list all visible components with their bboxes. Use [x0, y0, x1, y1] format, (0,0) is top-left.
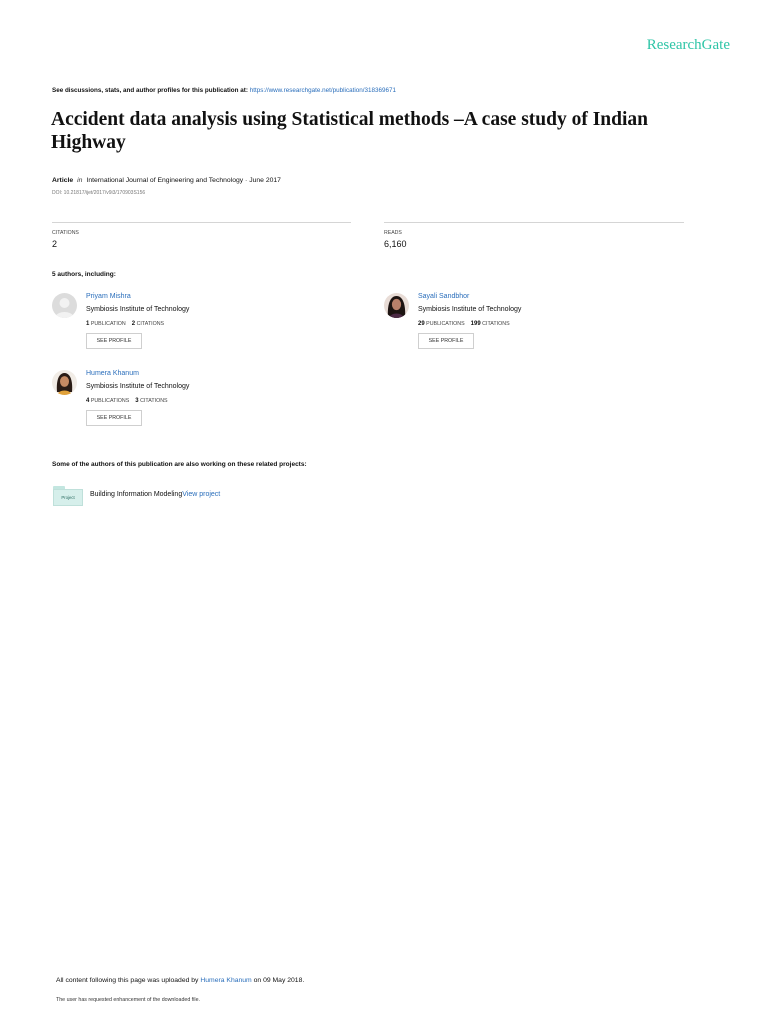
- doi: DOI: 10.21817/ijet/2017/v9i3/170903S156: [52, 190, 146, 196]
- author-stats: [418, 321, 510, 327]
- publications-count: 1: [86, 321, 90, 327]
- in-label: in: [77, 177, 83, 184]
- author-institution: Symbiosis Institute of Technology: [86, 306, 190, 313]
- publication-meta: [52, 177, 281, 184]
- author-card: [52, 293, 352, 363]
- author-name[interactable]: Priyam Mishra: [86, 293, 131, 300]
- author-card: [384, 293, 684, 363]
- author-name[interactable]: Sayali Sandbhor: [418, 293, 470, 300]
- researchgate-logo[interactable]: ResearchGate: [646, 37, 730, 53]
- intro-line: [52, 87, 396, 94]
- enhancement-note: The user has requested enhancement of the downloaded file.: [56, 997, 200, 1003]
- author-stats: [86, 398, 168, 404]
- projects-heading: Some of the authors of this publication are also working on these related projects:: [52, 461, 307, 468]
- reads-divider: [384, 222, 684, 223]
- author-stats: [86, 321, 164, 327]
- view-project-link[interactable]: View project: [182, 491, 221, 498]
- uploader-link[interactable]: Humera Khanum: [200, 977, 252, 984]
- project-badge: Project: [53, 489, 83, 506]
- reads-value: 6,160: [384, 239, 407, 249]
- upload-note: [56, 977, 304, 984]
- upload-prefix: All content following this page was uploaded by: [56, 977, 199, 984]
- see-profile-button[interactable]: SEE PROFILE: [86, 333, 142, 349]
- default-avatar-icon[interactable]: [52, 293, 77, 318]
- project-title-line: [90, 491, 220, 498]
- publication-url-link[interactable]: https://www.researchgate.net/publication/318369671: [249, 87, 397, 94]
- author-institution: Symbiosis Institute of Technology: [86, 383, 190, 390]
- reads-label: READS: [384, 230, 402, 236]
- citations-divider: [52, 222, 351, 223]
- author-photo[interactable]: [384, 293, 409, 318]
- project-title: Building Information Modeling: [90, 491, 183, 498]
- citations-label: CITATIONS: [52, 230, 79, 236]
- see-profile-button[interactable]: SEE PROFILE: [86, 410, 142, 426]
- intro-text: See discussions, stats, and author profiles for this publication at:: [52, 87, 248, 94]
- authors-heading: 5 authors, including:: [52, 271, 116, 278]
- citations-count: 2: [131, 321, 136, 327]
- publication-date: · June 2017: [245, 177, 281, 184]
- upload-suffix: on 09 May 2018.: [253, 977, 305, 984]
- publications-count: 4: [86, 398, 90, 404]
- citations-count: 3: [135, 398, 139, 404]
- see-profile-button[interactable]: SEE PROFILE: [418, 333, 474, 349]
- publication-type: Article: [52, 177, 74, 184]
- project-folder-icon[interactable]: [52, 486, 84, 506]
- publications-label: PUBLICATIONS: [426, 321, 465, 327]
- citations-label: CITATIONS: [140, 398, 168, 404]
- publication-title: Accident data analysis using Statistical methods –A case study of Indian Highway: [51, 109, 648, 153]
- citations-label: CITATIONS: [482, 321, 510, 327]
- publications-label: PUBLICATION: [90, 321, 126, 327]
- author-photo[interactable]: [52, 370, 77, 395]
- author-institution: Symbiosis Institute of Technology: [418, 306, 522, 313]
- author-card: [52, 370, 352, 440]
- author-name[interactable]: Humera Khanum: [86, 370, 139, 377]
- citations-value: 2: [52, 239, 58, 249]
- journal-name: International Journal of Engineering and Technology: [86, 177, 244, 184]
- publications-count: 29: [418, 321, 425, 327]
- project-item: [52, 486, 372, 508]
- citations-label: CITATIONS: [136, 321, 165, 327]
- publications-label: PUBLICATIONS: [90, 398, 130, 404]
- citations-count: 199: [470, 321, 481, 327]
